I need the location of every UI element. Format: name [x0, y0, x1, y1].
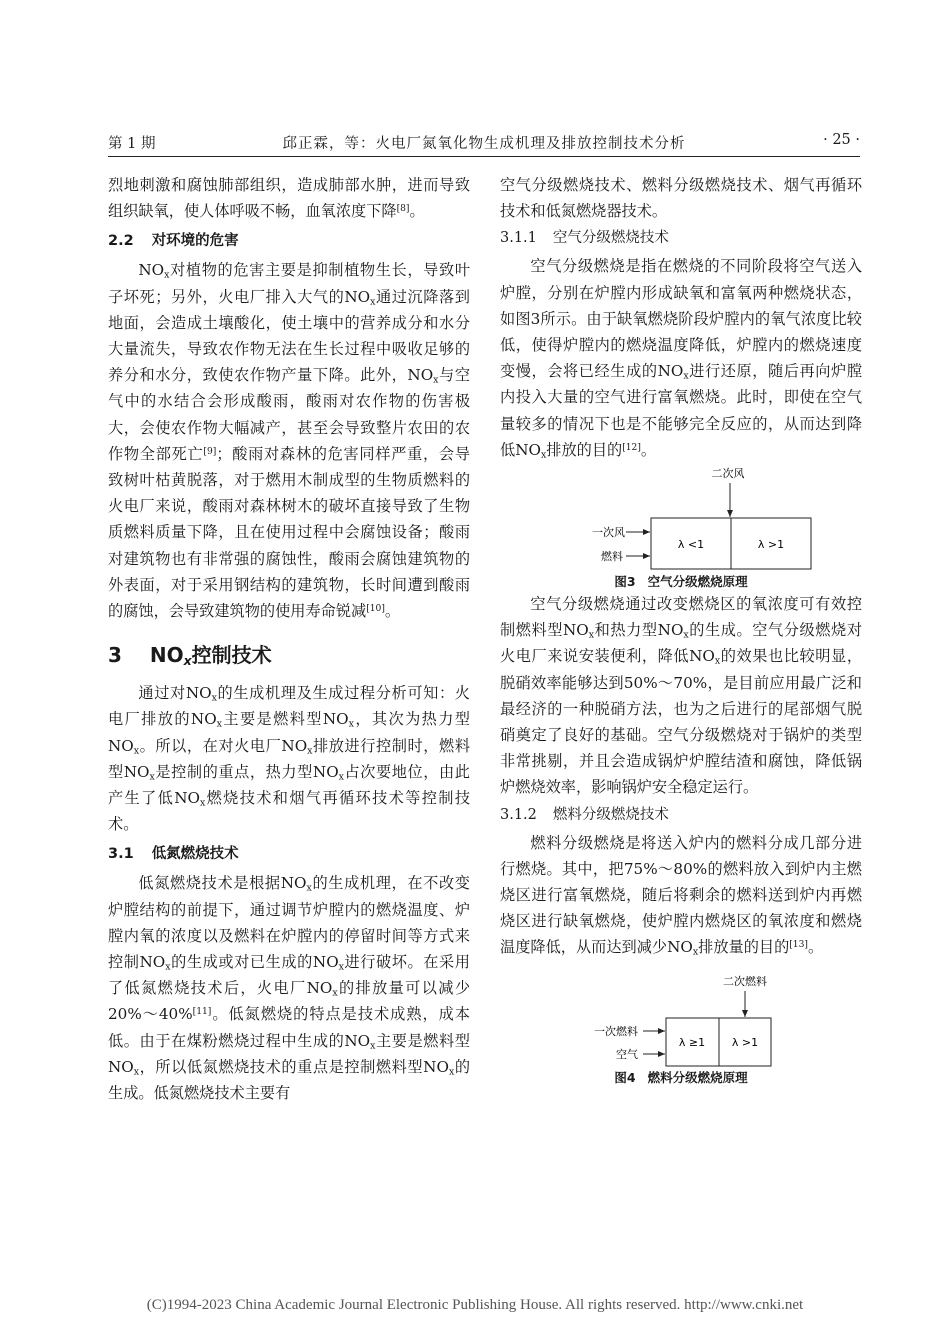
- section-heading-3-1-2: 3.1.2 燃料分级燃烧技术: [500, 806, 669, 823]
- citation[interactable]: [10]: [366, 604, 385, 615]
- fuel-staging-diagram: [500, 961, 862, 1069]
- fig4-input1: 一次燃料: [594, 1024, 638, 1038]
- figure-3: [500, 463, 862, 591]
- section-heading-3: 3 $NO_x$控制技术: [108, 643, 272, 669]
- fig3-zone2: λ >1: [757, 538, 785, 552]
- paragraph: 空气分级燃烧通过改变燃烧区的氧浓度可有效控制燃料型$NO_x$和热力型$NO_x$的生成。空气分级燃烧对火电厂来说安装便利，降低$NO_x$的效果也比较明显，脱硝效率能够达到50%～70%，是目前应用最广泛和最经济的一种脱硝方法，也为之后进行的尾部烟气脱硝奠定了良好的基础。空气分级燃烧对于锅炉的类型非常挑剔，并且会造成锅炉炉膛结渣和腐蚀，降低锅炉燃烧效率，影响锅炉安全稳定运行。: [500, 595, 863, 797]
- paragraph: 燃料分级燃烧是将送入炉内的燃料分成几部分进行燃烧。其中，把75%～80%的燃料放入到炉内主燃烧区进行富氧燃烧，随后将剩余的燃料送到炉内再燃烧区进行缺氧燃烧，使炉膛内燃烧区的氧浓度和燃烧温度降低，从而达到减少$NO_x$排放量的目的[13]。: [500, 833, 862, 958]
- right-column: [500, 172, 862, 1089]
- section-heading-3-1: 3.1 低氮燃烧技术: [108, 846, 239, 863]
- fig3-input1: 一次风: [592, 526, 625, 540]
- running-title: 邱正霖，等：火电厂氮氧化物生成机理及排放控制技术分析: [282, 136, 686, 152]
- fig3-top-label: 二次风: [711, 467, 745, 481]
- issue-number: 第 1 期: [108, 136, 156, 152]
- paragraph: 烈地刺激和腐蚀肺部组织，造成肺部水肿，进而导致组织缺氧，使人体呼吸不畅，血氧浓度下降[8]。: [108, 176, 470, 221]
- figure-4-caption: 图4 燃料分级燃烧原理: [614, 1069, 748, 1085]
- running-header: [108, 132, 860, 156]
- citation[interactable]: [9]: [203, 446, 217, 457]
- section-heading-2-2: 2.2 对环境的危害: [108, 233, 239, 250]
- paragraph: 通过对$NO_x$的生成机理及生成过程分析可知：火电厂排放的$NO_x$主要是燃料型$NO_x$，其次为热力型$NO_x$。所以，在对火电厂$NO_x$排放进行控制时，燃料型$NO_x$是控制的重点，热力型$NO_x$占次要地位，由此产生了低$NO_x$燃烧技术和烟气再循环技术等控制技术。: [108, 684, 471, 834]
- figure-3-caption: 图3 空气分级燃烧原理: [614, 574, 748, 590]
- page-number: · 25 ·: [823, 132, 860, 148]
- fig3-zone1: λ <1: [677, 538, 705, 552]
- air-staging-diagram: [500, 463, 862, 573]
- fig3-input2: 燃料: [601, 550, 623, 564]
- citation[interactable]: [13]: [789, 940, 808, 951]
- section-heading-3-1-1: 3.1.1 空气分级燃烧技术: [500, 230, 669, 247]
- fig4-top-label: 二次燃料: [723, 974, 767, 988]
- citation[interactable]: [11]: [192, 1007, 212, 1018]
- copyright-footer: (C)1994-2023 China Academic Journal Electronic Publishing House. All rights reserved. http://www.cnki.net: [146, 1297, 804, 1313]
- fig4-zone2: λ >1: [731, 1035, 759, 1049]
- fig4-zone1: λ ≥1: [678, 1035, 706, 1049]
- fig4-input2: 空气: [616, 1047, 638, 1061]
- paragraph: 空气分级燃烧是指在燃烧的不同阶段将空气送入炉膛，分别在炉膛内形成缺氧和富氧两种燃烧状态，如图3所示。由于缺氧燃烧阶段炉膛内的氧气浓度比较低，使得炉膛内的燃烧温度降低，炉膛内的燃烧速度变慢，会将已经生成的$NO_x$进行还原，随后再向炉膛内投入大量的空气进行富氧燃烧。此时，即使在空气量较多的情况下也是不能够完全反应的，从而达到降低$NO_x$排放的目的[12]。: [500, 257, 863, 461]
- figure-4: [500, 961, 862, 1089]
- paragraph: 低氮燃烧技术是根据$NO_x$的生成机理，在不改变炉膛结构的前提下，通过调节炉膛内的燃烧温度、炉膛内氧的浓度以及燃料在炉膛内的停留时间等方式来控制$NO_x$的生成或对已生成的$NO_x$进行破坏。在采用了低氮燃烧技术后，火电厂$NO_x$的排放量可以减少20%～40%[11]。低氮燃烧的特点是技术成熟，成本低。由于在煤粉燃烧过程中生成的$NO_x$主要是燃料型$NO_x$，所以低氮燃烧技术的重点是控制燃料型$NO_x$的生成。低氮燃烧技术主要有: [108, 874, 471, 1103]
- citation[interactable]: [12]: [622, 442, 641, 453]
- left-column: [108, 172, 470, 1106]
- paragraph: $NO_x$对植物的危害主要是抑制植物生长，导致叶子坏死；另外，火电厂排入大气的$NO_x$通过沉降落到地面，会造成土壤酸化，使土壤中的营养成分和水分大量流失，导致农作物无法在生长过程中吸收足够的养分和水分，致使农作物产量下降。此外，$NO_x$与空气中的水结合会形成酸雨，酸雨对农作物的伤害极大，会使农作物大幅减产，甚至会导致整片农田的农作物全部死亡[9]；酸雨对森林的危害同样严重，会导致树叶枯黄脱落，对于燃用木制成型的生物质燃料的火电厂来说，酸雨对森林树木的破坏直接导致了生物质燃料质量下降，且在使用过程中会腐蚀设备；酸雨对建筑物也有非常强的腐蚀性，酸雨会腐蚀建筑物的外表面，对于采用钢结构的建筑物，长时间遭到酸雨的腐蚀，会导致建筑物的使用寿命锐减[10]。: [108, 261, 471, 621]
- citation[interactable]: [8]: [396, 204, 410, 215]
- header-rule: [108, 156, 860, 157]
- paragraph: 空气分级燃烧技术、燃料分级燃烧技术、烟气再循环技术和低氮燃烧器技术。: [500, 176, 862, 221]
